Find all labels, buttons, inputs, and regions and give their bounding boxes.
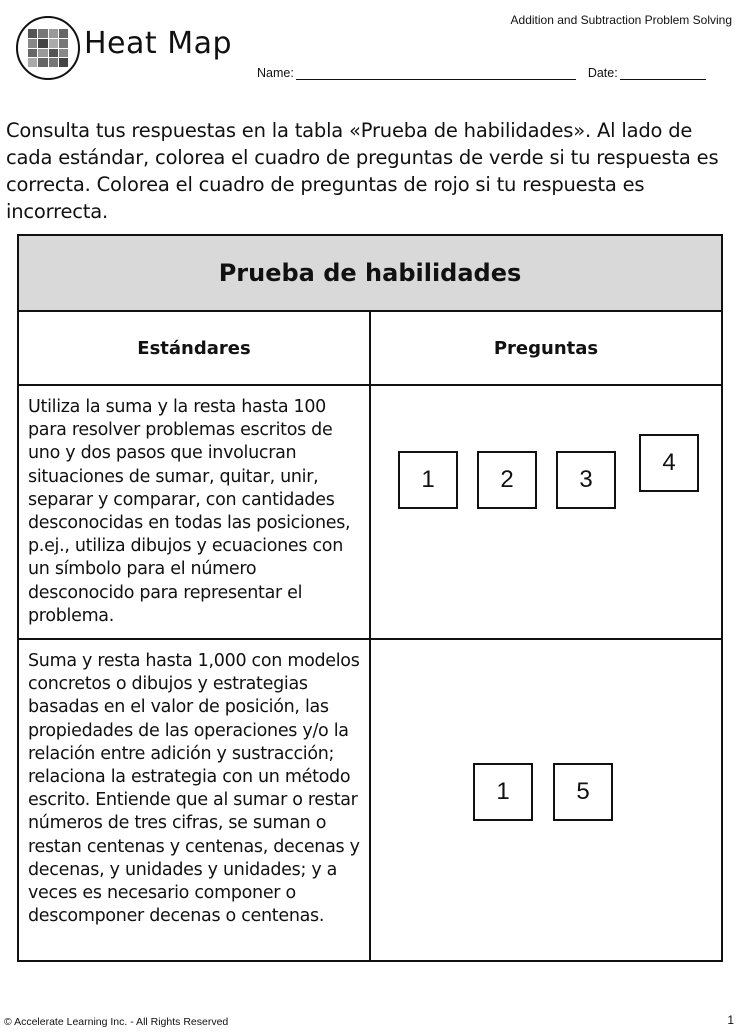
heat-map-logo — [16, 16, 80, 80]
page-number: 1 — [727, 1013, 734, 1027]
instructions-text: Consulta tus respuestas en la tabla «Prueba de habilidades». Al lado de cada estándar, colorea el cuadro de preguntas de verde si tu respuesta es correcta. Colorea el cuadro de preguntas de rojo si tu respuesta es incorrecta. — [6, 119, 719, 223]
table-row — [19, 640, 721, 960]
question-box[interactable]: 2 — [477, 451, 537, 509]
column-header-standards: Estándares — [19, 312, 371, 384]
questions-cell — [371, 386, 721, 638]
table-title: Prueba de habilidades — [19, 236, 721, 312]
question-box[interactable]: 3 — [556, 451, 616, 509]
question-box[interactable]: 4 — [639, 434, 699, 492]
brand-title: Heat Map — [84, 26, 233, 61]
question-box[interactable]: 1 — [473, 763, 533, 821]
standard-text: Utiliza la suma y la resta hasta 100 para resolver problemas escritos de uno y dos pasos que involucran situaciones de sumar, quitar, unir, separar y comparar, con cantidades desconocidas en todas las posiciones, p.ej., utiliza dibujos y ecuaciones con un símbolo para el número desconocido para representar el problema. — [28, 397, 351, 626]
standard-cell — [19, 386, 371, 638]
standard-cell — [19, 640, 371, 960]
table-row — [19, 386, 721, 640]
grid-icon — [28, 29, 68, 67]
subject-title: Addition and Subtraction Problem Solving — [510, 13, 732, 27]
name-date-row — [257, 66, 706, 80]
table-header-row — [19, 312, 721, 386]
questions-cell — [371, 640, 721, 960]
skills-table — [17, 234, 723, 962]
question-box[interactable]: 1 — [398, 451, 458, 509]
date-field[interactable] — [620, 67, 706, 80]
name-field[interactable] — [296, 67, 576, 80]
standard-text: Suma y resta hasta 1,000 con modelos concretos o dibujos y estrategias basadas en el valor de posición, las propiedades de las operaciones y/o la relación entre adición y sustracción; relaciona la estrategia con un método escrito. Entiende que al sumar o restar números de tres cifras, se suman o restan centenas y centenas, decenas y decenas, y unidades y unidades; y a veces es necesario componer o descomponer decenas o centenas. — [28, 651, 360, 927]
name-label: Name: — [257, 66, 294, 80]
question-box[interactable]: 5 — [553, 763, 613, 821]
copyright-text: © Accelerate Learning Inc. - All Rights Reserved — [4, 1016, 229, 1028]
date-label: Date: — [587, 66, 618, 80]
column-header-questions: Preguntas — [493, 337, 599, 359]
